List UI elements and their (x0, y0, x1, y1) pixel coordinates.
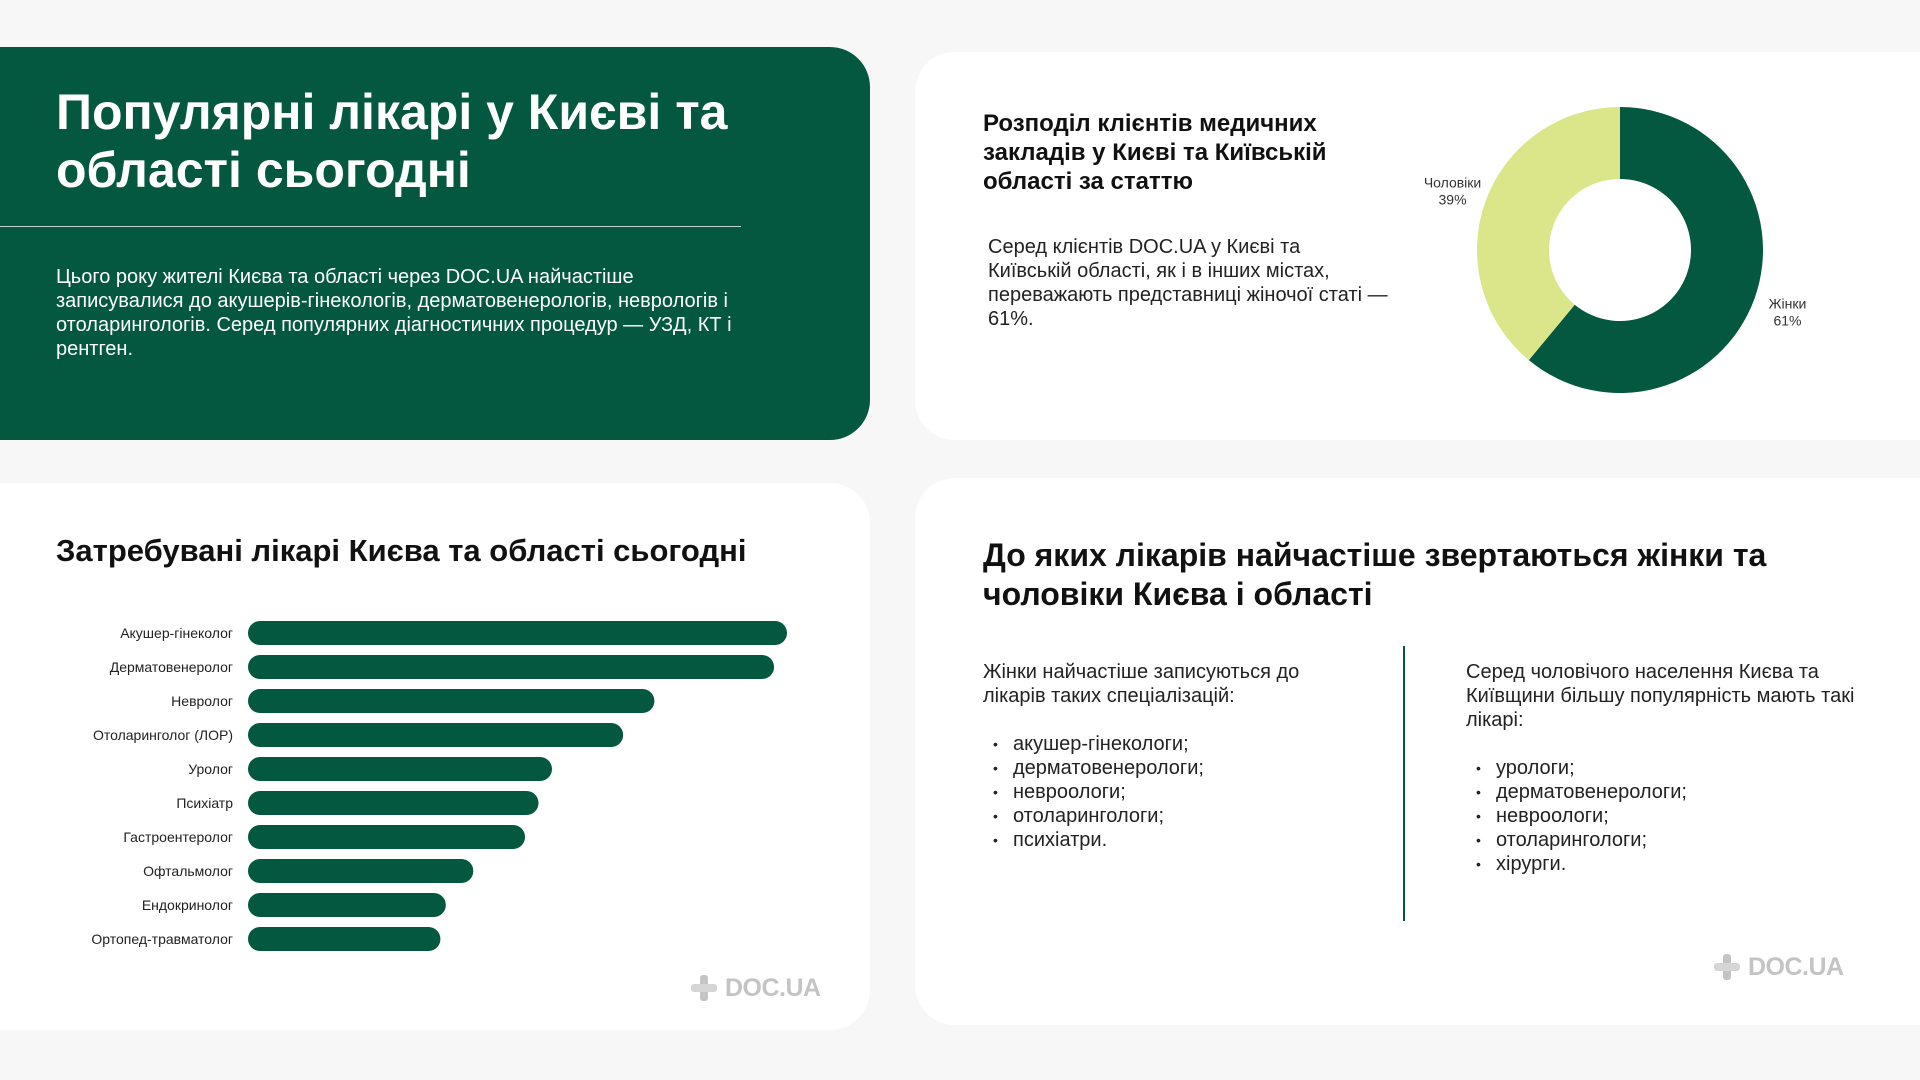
docua-logo-icon (689, 973, 719, 1003)
bar-category-label: Акушер-гінеколог (120, 625, 233, 641)
bar (248, 689, 654, 713)
bar (248, 859, 473, 883)
doctors-bar-chart (0, 483, 870, 1030)
docua-logo-text: DOC.UA (1748, 952, 1844, 981)
women-list (983, 732, 1204, 852)
bar (248, 723, 623, 747)
bar (248, 757, 552, 781)
docua-logo (689, 973, 821, 1003)
bar (248, 927, 440, 951)
hero-title: Популярні лікарі у Києві та області сьогодні (56, 84, 728, 198)
docua-logo (1712, 952, 1844, 982)
bar-category-label: Уролог (188, 761, 233, 777)
hero-card (0, 47, 870, 440)
docua-logo-icon (1712, 952, 1742, 982)
list-item: • дерматовенерологи; (983, 756, 1204, 780)
column-divider (1403, 646, 1405, 921)
bar (248, 621, 787, 645)
bar-category-label: Офтальмолог (143, 863, 233, 879)
gender-text: Серед клієнтів DOC.UA у Києві та Київській області, як і в інших містах, переважають представниці жіночої статі — 61%. (988, 236, 1388, 330)
donut-label-1: Чоловіки (1423, 174, 1482, 191)
gender-card (915, 52, 1920, 440)
docs-card (915, 478, 1920, 1025)
bar-category-label: Дерматовенеролог (109, 659, 233, 675)
donut-value-label-1: 39% (1438, 191, 1467, 208)
donut-value-label-0: 61% (1773, 312, 1802, 329)
hero-divider (0, 226, 741, 227)
donut-label-0: Жінки (1768, 295, 1807, 312)
bar (248, 655, 774, 679)
list-item: • хірурги. (1466, 852, 1687, 876)
list-item: • невроологи; (983, 780, 1204, 804)
bars-card (0, 483, 870, 1030)
docs-title: До яких лікарів найчастіше звертаються жінки та чоловіки Києва і області (983, 537, 1767, 612)
bar-category-label: Ортопед-травматолог (91, 931, 233, 947)
gender-title: Розподіл клієнтів медичних закладів у Києві та Київській області за статтю (983, 110, 1327, 195)
docua-logo-text: DOC.UA (725, 973, 821, 1002)
women-intro: Жінки найчастіше записуються до лікарів таких спеціалізацій: (983, 661, 1300, 707)
list-item: • дерматовенерологи; (1466, 780, 1687, 804)
bar (248, 893, 446, 917)
list-item: • урологи; (1466, 756, 1687, 780)
list-item: • невроологи; (1466, 804, 1687, 828)
list-item: • отоларингологи; (1466, 828, 1687, 852)
bars-title: Затребувані лікарі Києва та області сьогодні (56, 533, 747, 568)
list-item: • отоларингологи; (983, 804, 1204, 828)
list-item: • акушер-гінекологи; (983, 732, 1204, 756)
list-item: • психіатри. (983, 828, 1204, 852)
bar (248, 791, 539, 815)
hero-text: Цього року жителі Києва та області через DOC.UA найчастіше записувалися до акушерів-гінекологів, дерматовенерологів, неврологів і отоларингологів. Серед популярних діагностичних процедур — УЗД, КТ і рентген. (56, 266, 732, 360)
men-intro: Серед чоловічого населення Києва та Київщини більшу популярність мають такі лікарі: (1466, 661, 1855, 731)
men-list (1466, 756, 1687, 876)
gender-donut-chart (1423, 77, 1920, 417)
bar (248, 825, 525, 849)
bar-category-label: Гастроентеролог (123, 829, 233, 845)
bar-category-label: Ендокринолог (141, 897, 233, 913)
bar-category-label: Невролог (171, 693, 233, 709)
bar-category-label: Психіатр (176, 795, 233, 811)
bar-category-label: Отоларинголог (ЛОР) (92, 727, 233, 743)
